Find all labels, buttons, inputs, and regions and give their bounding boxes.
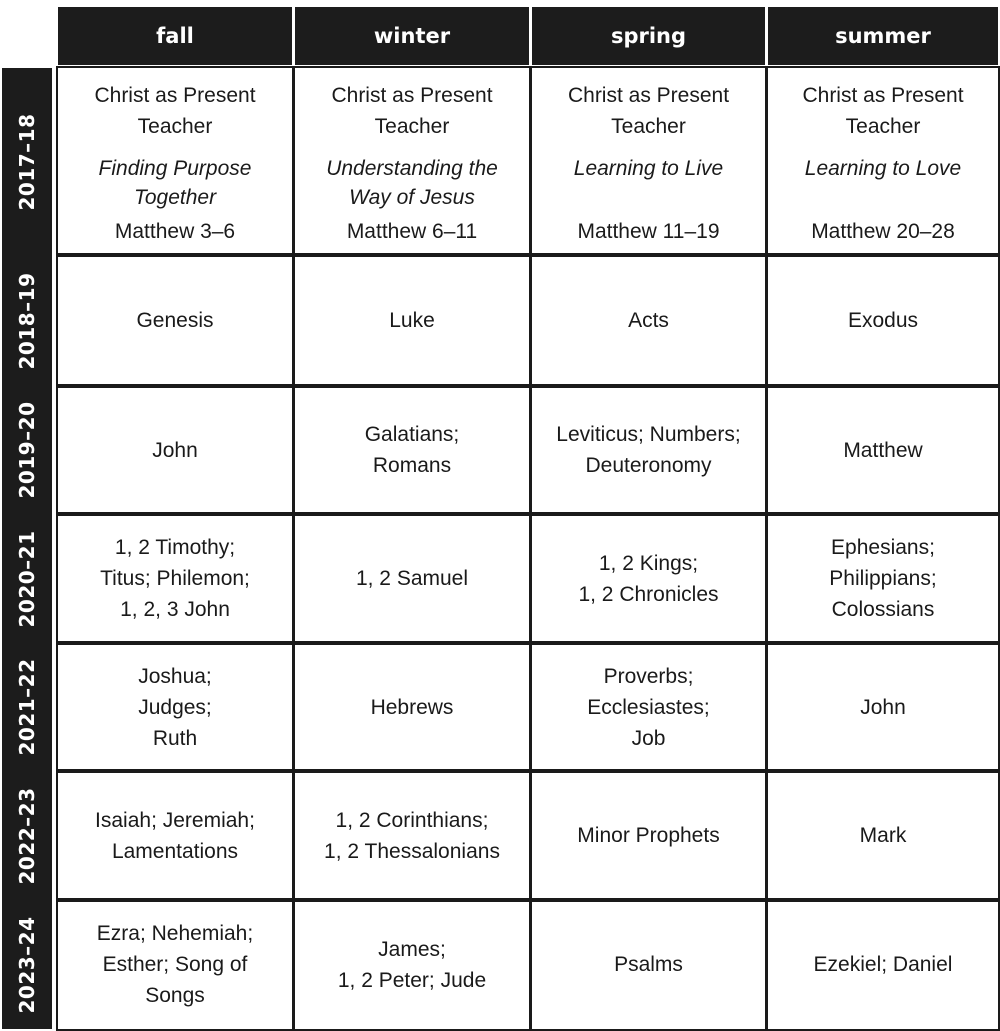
- cell-text-line: Songs: [145, 984, 205, 1007]
- year-label-2022–23: [2, 771, 52, 900]
- season-header-spring: spring: [532, 7, 765, 65]
- year-label-2017–18: [2, 68, 52, 255]
- schedule-cell-fall: [56, 66, 294, 257]
- cell-text-line: Christ as Present: [567, 84, 730, 107]
- schedule-cell-summer: [766, 253, 1000, 388]
- cell-text-line: 1, 2 Chronicles: [578, 582, 719, 606]
- schedule-cell-winter: [293, 641, 531, 773]
- cell-text-line: James;: [378, 937, 446, 961]
- cell-text-line: Deuteronomy: [585, 454, 712, 477]
- cell-text-line: Teacher: [845, 115, 921, 138]
- schedule-cell-winter: [293, 769, 531, 902]
- schedule-cell-summer: [766, 769, 1000, 902]
- schedule-cell-fall: [56, 769, 294, 902]
- cell-text-line: Acts: [628, 309, 669, 332]
- schedule-cell-spring: [530, 253, 767, 388]
- cell-text-line: Teacher: [611, 115, 686, 138]
- cell-text-line: John: [152, 438, 198, 462]
- schedule-cell-winter: [293, 253, 531, 388]
- cell-text-line: Learning to Live: [573, 157, 724, 180]
- cell-text-line: Christ as Present: [94, 84, 256, 107]
- cell-scripture-reference: Matthew 20–28: [811, 220, 955, 243]
- cell-title: [802, 80, 963, 142]
- cell-text-line: John: [860, 695, 906, 719]
- cell-text-line: Isaiah; Jeremiah;: [95, 808, 255, 832]
- cell-text-line: Together: [133, 186, 217, 209]
- schedule-cell-spring: [530, 66, 767, 257]
- schedule-cell-fall: [56, 384, 294, 516]
- cell-text-line: Exodus: [847, 309, 919, 332]
- cell-text-line: Teacher: [137, 115, 213, 138]
- cell-title: [568, 80, 729, 142]
- schedule-cell-winter: [293, 898, 531, 1031]
- cell-text-line: Joshua;: [138, 664, 212, 688]
- cell-text-line: Teacher: [374, 115, 450, 138]
- schedule-cell-fall: [56, 512, 294, 645]
- cell-text-line: Galatians;: [364, 423, 460, 446]
- schedule-cell-summer: [766, 641, 1000, 773]
- cell-text-line: Job: [631, 726, 666, 750]
- schedule-cell-spring: [530, 512, 767, 645]
- cell-text-line: Finding Purpose: [98, 157, 252, 180]
- cell-theme: [805, 154, 961, 183]
- cell-text-line: Ephesians;: [831, 536, 935, 559]
- season-header-summer: summer: [768, 7, 998, 65]
- cell-theme: [326, 154, 498, 212]
- cell-text-line: Romans: [372, 454, 452, 477]
- cell-text-line: 1, 2 Timothy;: [114, 536, 236, 559]
- year-label-2019–20: [2, 386, 52, 514]
- cell-text-line: Minor Prophets: [577, 824, 720, 847]
- year-label-2023–24: [2, 900, 52, 1029]
- year-label-text: 2020–21: [15, 530, 39, 627]
- cell-text-line: Leviticus; Numbers;: [556, 423, 741, 446]
- schedule-cell-summer: [766, 66, 1000, 257]
- schedule-cell-summer: [766, 512, 1000, 645]
- year-label-text: 2022–23: [15, 787, 39, 884]
- cell-text-line: Understanding the: [326, 157, 498, 180]
- cell-text-line: Matthew: [843, 438, 923, 462]
- cell-text-line: Judges;: [138, 695, 212, 719]
- cell-text-line: Mark: [859, 824, 907, 847]
- year-label-text: 2017–18: [15, 113, 39, 210]
- cell-text-line: Lamentations: [111, 839, 239, 863]
- cell-text-line: 1, 2 Samuel: [355, 567, 469, 590]
- cell-text-line: Learning to Love: [804, 157, 962, 180]
- cell-title: [331, 80, 492, 142]
- cell-scripture-reference: Matthew 3–6: [114, 220, 236, 243]
- cell-text-line: Psalms: [614, 953, 683, 976]
- cell-text-line: Titus; Philemon;: [100, 567, 250, 590]
- schedule-cell-fall: [56, 898, 294, 1031]
- cell-text-line: 1, 2 Corinthians;: [335, 808, 489, 832]
- year-label-2020–21: [2, 514, 52, 643]
- cell-theme: [99, 154, 252, 212]
- cell-text-line: 1, 2 Thessalonians: [324, 839, 500, 863]
- schedule-cell-spring: [530, 641, 767, 773]
- schedule-cell-winter: [293, 512, 531, 645]
- schedule-cell-spring: [530, 384, 767, 516]
- cell-text-line: Christ as Present: [331, 84, 493, 107]
- cell-text-line: Esther; Song of: [102, 953, 248, 976]
- cell-text-line: Hebrews: [370, 695, 454, 719]
- year-label-text: 2023–24: [15, 916, 39, 1013]
- cell-text-line: 1, 2 Kings;: [598, 551, 699, 575]
- cell-text-line: Way of Jesus: [349, 186, 475, 209]
- cell-theme: [574, 154, 723, 183]
- cell-text-line: Philippians;: [829, 567, 937, 590]
- cell-title: [94, 80, 255, 142]
- schedule-cell-winter: [293, 384, 531, 516]
- year-label-text: 2018–19: [15, 272, 39, 369]
- cell-text-line: Proverbs;: [603, 664, 694, 688]
- season-header-fall: fall: [58, 7, 292, 65]
- schedule-cell-spring: [530, 898, 767, 1031]
- schedule-cell-winter: [293, 66, 531, 257]
- cell-text-line: Ruth: [152, 726, 198, 750]
- year-label-text: 2021–22: [15, 658, 39, 756]
- cell-scripture-reference: Matthew 11–19: [577, 220, 720, 243]
- schedule-cell-summer: [766, 384, 1000, 516]
- schedule-cell-summer: [766, 898, 1000, 1031]
- cell-text-line: Colossians: [831, 598, 935, 621]
- cell-text-line: Luke: [389, 309, 435, 332]
- year-label-2021–22: [2, 643, 52, 771]
- cell-text-line: Ecclesiastes;: [587, 695, 710, 719]
- year-label-text: 2019–20: [15, 401, 39, 499]
- cell-text-line: Ezra; Nehemiah;: [96, 922, 254, 945]
- cell-text-line: Genesis: [136, 309, 214, 332]
- year-label-2018–19: [2, 255, 52, 386]
- schedule-cell-fall: [56, 253, 294, 388]
- cell-scripture-reference: Matthew 6–11: [346, 220, 478, 243]
- cell-text-line: Ezekiel; Daniel: [813, 953, 953, 976]
- schedule-cell-fall: [56, 641, 294, 773]
- season-header-winter: winter: [295, 7, 529, 65]
- cell-text-line: Christ as Present: [802, 84, 964, 107]
- schedule-cell-spring: [530, 769, 767, 902]
- cell-text-line: 1, 2, 3 John: [120, 598, 230, 621]
- cell-text-line: 1, 2 Peter; Jude: [337, 968, 487, 992]
